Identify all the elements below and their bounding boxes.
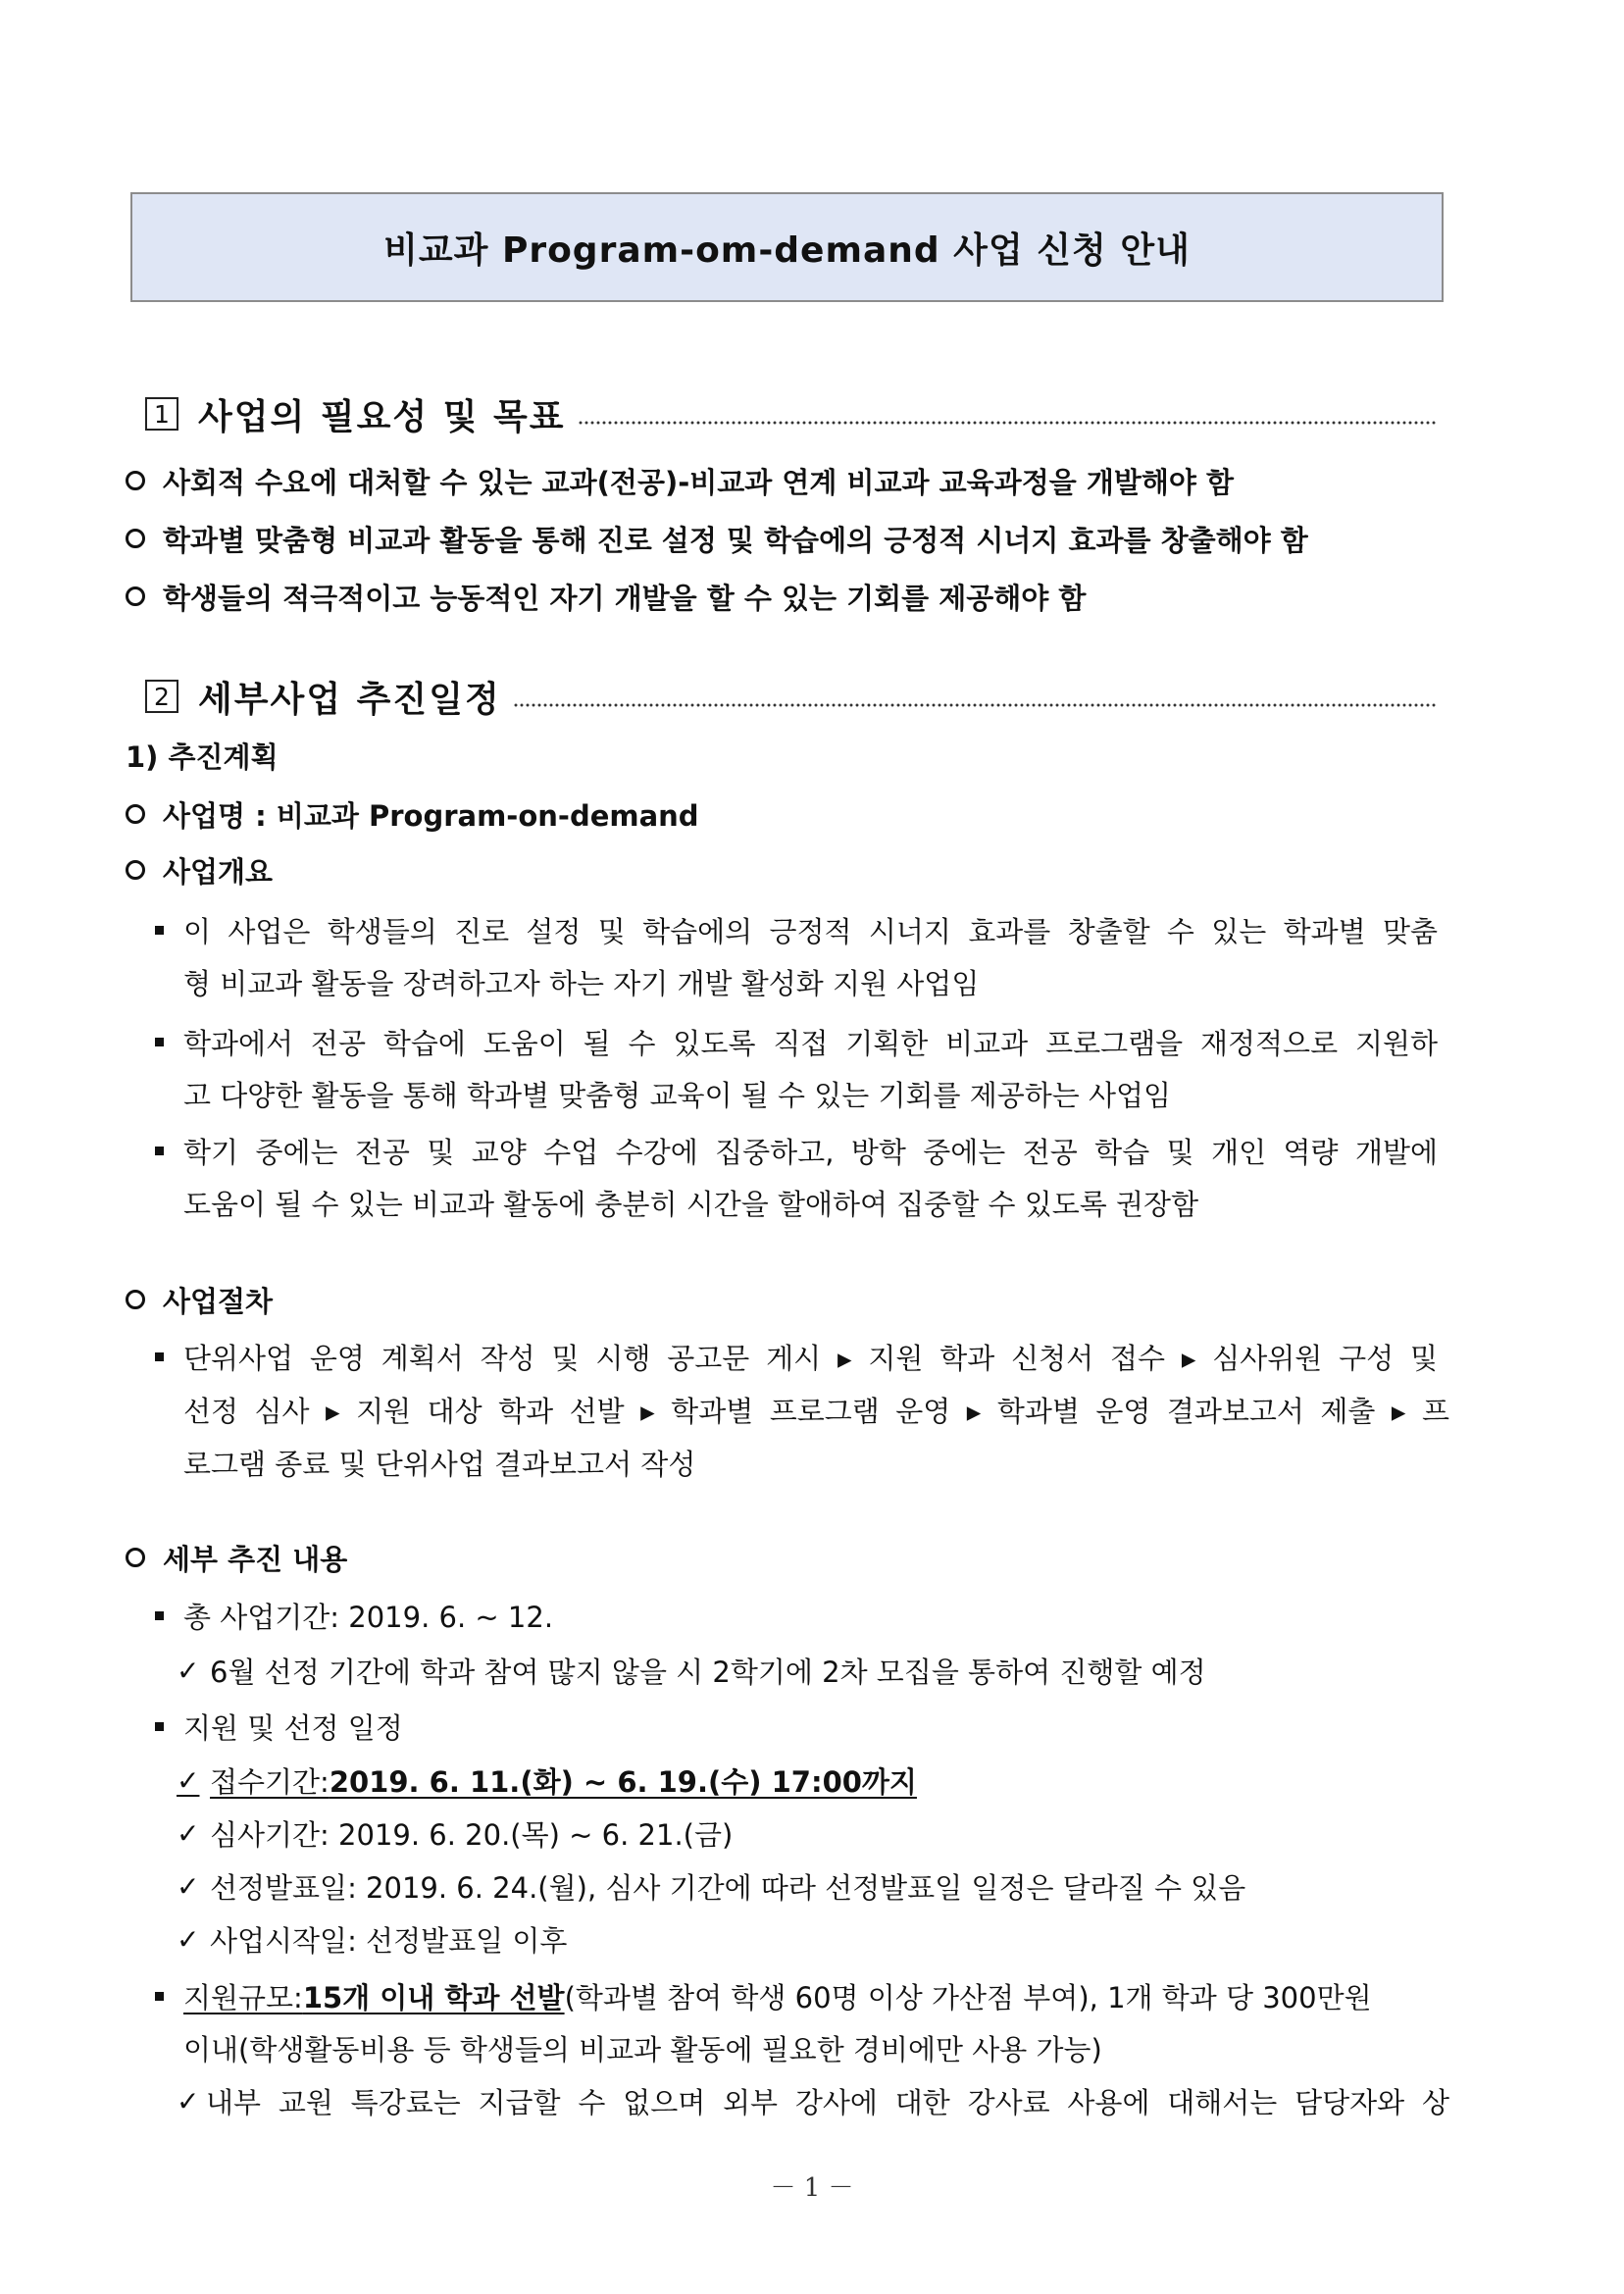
- announce-date: [177, 1861, 1449, 1911]
- overview-item-2: [126, 1017, 1449, 1066]
- section-1-title: 사업의 필요성 및 목표: [198, 396, 566, 437]
- scale-line2: 이내(학생활동비용 등 학생들의 비교과 활동에 필요한 경비에만 사용 가능): [183, 2032, 1102, 2066]
- list-item: [126, 572, 1449, 621]
- period-note-text: 6월 선정 기간에 학과 참여 많지 않을 시 2학기에 2차 모집을 통하여 진행할 예정: [210, 1655, 1206, 1689]
- receipt-label: 접수기간:: [210, 1764, 330, 1799]
- schedule-heading: 지원 및 선정 일정: [183, 1710, 403, 1745]
- announce-text: 선정발표일: 2019. 6. 24.(월), 심사 기간에 따라 선정발표일 일정은 달라질 수 있음: [210, 1870, 1246, 1905]
- project-name: 사업명 : 비교과 Program-on-demand: [163, 798, 699, 833]
- square-bullet-icon: [155, 1611, 164, 1620]
- list-item-text: 학생들의 적극적이고 능동적인 자기 개발을 할 수 있는 기회를 제공해야 함: [163, 581, 1087, 615]
- review-period: [177, 1809, 1449, 1858]
- section-2-number: 2: [145, 680, 178, 713]
- overview-text: 도움이 될 수 있는 비교과 활동에 충분히 시간을 할애하여 집중할 수 있도록 권장함: [183, 1187, 1199, 1221]
- list-item: [126, 790, 1449, 839]
- section-1-number: 1: [145, 397, 178, 431]
- detail-heading: 세부 추진 내용: [163, 1542, 348, 1576]
- circle-bullet-icon: [126, 1290, 145, 1309]
- overview-item-1: [126, 905, 1449, 954]
- overview-text: 학기 중에는 전공 및 교양 수업 수강에 집중하고, 방학 중에는 전공 학습 및 개인 역량 개발에: [183, 1135, 1438, 1169]
- start-text: 사업시작일: 선정발표일 이후: [210, 1923, 568, 1958]
- circle-bullet-icon: [126, 586, 145, 606]
- overview-text: 고 다양한 활동을 통해 학과별 맞춤형 교육이 될 수 있는 기회를 제공하는 사업임: [183, 1078, 1172, 1112]
- list-item: [126, 1275, 1449, 1324]
- procedure-text: 단위사업 운영 계획서 작성 및 시행 공고문 게시 ▸ 지원 학과 신청서 접수 ▸ 심사위원 구성 및: [183, 1341, 1438, 1375]
- procedure-item: [126, 1332, 1449, 1381]
- checkmark-icon: ✓: [177, 2084, 200, 2117]
- square-bullet-icon: [155, 1038, 164, 1046]
- list-item: [126, 514, 1449, 563]
- procedure-text: 로그램 종료 및 단위사업 결과보고서 작성: [183, 1447, 696, 1481]
- schedule-item: [126, 1702, 1449, 1751]
- scale-label: 지원규모:: [183, 1980, 303, 2014]
- list-item: [126, 845, 1449, 894]
- page-number: － 1 －: [770, 2172, 854, 2203]
- checkmark-icon: ✓: [177, 1763, 200, 1797]
- leader-dots: [578, 421, 1438, 425]
- section-2-heading: [145, 667, 1438, 726]
- subsection-heading: [126, 731, 1449, 780]
- checkmark-icon: ✓: [177, 1922, 200, 1956]
- section-2-title: 세부사업 추진일정: [198, 679, 501, 720]
- square-bullet-icon: [155, 1722, 164, 1731]
- review-text: 심사기간: 2019. 6. 20.(목) ~ 6. 21.(금): [210, 1817, 734, 1852]
- subsection-title: 1) 추진계획: [126, 739, 279, 774]
- overview-text: 형 비교과 활동을 장려하고자 하는 자기 개발 활성화 지원 사업임: [183, 966, 980, 1000]
- overview-text: 학과에서 전공 학습에 도움이 될 수 있도록 직접 기획한 비교과 프로그램을 재정적으로 지원하: [183, 1026, 1438, 1060]
- receipt-underline: [177, 1760, 917, 1801]
- square-bullet-icon: [155, 1352, 164, 1361]
- circle-bullet-icon: [126, 860, 145, 880]
- square-bullet-icon: [155, 926, 164, 935]
- checkmark-icon: ✓: [177, 1869, 200, 1903]
- checkmark-icon: ✓: [177, 1654, 200, 1687]
- square-bullet-icon: [155, 1147, 164, 1155]
- scale-bold: 15개 이내 학과 선발: [302, 1980, 565, 2014]
- circle-bullet-icon: [126, 471, 145, 490]
- circle-bullet-icon: [126, 1548, 145, 1567]
- scale-note: [177, 2076, 1449, 2125]
- scale-item-cont: [183, 2023, 1449, 2072]
- list-item: [126, 456, 1449, 505]
- checkmark-icon: ✓: [177, 1816, 200, 1850]
- period-note: [177, 1646, 1449, 1695]
- circle-bullet-icon: [126, 529, 145, 548]
- section-1-heading: [145, 384, 1438, 443]
- list-item-text: 사회적 수요에 대처할 수 있는 교과(전공)-비교과 연계 비교과 교육과정을 개발해야 함: [163, 465, 1234, 499]
- period-text: 총 사업기간: 2019. 6. ~ 12.: [183, 1600, 554, 1634]
- overview-heading: 사업개요: [163, 854, 274, 889]
- overview-item-2-cont: [183, 1069, 1449, 1118]
- receipt-period: [177, 1756, 1449, 1805]
- procedure-item-cont: [183, 1438, 1449, 1487]
- period-item: [126, 1591, 1449, 1640]
- start-date: [177, 1914, 1449, 1963]
- scale-rest: (학과별 참여 학생 60명 이상 가산점 부여), 1개 학과 당 300만원: [564, 1980, 1372, 2014]
- list-item: [126, 1533, 1449, 1582]
- leader-dots: [513, 703, 1438, 707]
- receipt-value: 2019. 6. 11.(화) ~ 6. 19.(수) 17:00까지: [329, 1764, 917, 1799]
- overview-item-1-cont: [183, 957, 1449, 1006]
- procedure-heading: 사업절차: [163, 1284, 274, 1318]
- procedure-text: 선정 심사 ▸ 지원 대상 학과 선발 ▸ 학과별 프로그램 운영 ▸ 학과별 운영 결과보고서 제출 ▸ 프: [183, 1394, 1449, 1428]
- scale-note-text: 내부 교원 특강료는 지급할 수 없으며 외부 강사에 대한 강사료 사용에 대해서는 담당자와 상: [206, 2085, 1449, 2119]
- list-item-text: 학과별 맞춤형 비교과 활동을 통해 진로 설정 및 학습에의 긍정적 시너지 효과를 창출해야 함: [163, 523, 1308, 557]
- scale-item: [126, 1971, 1449, 2020]
- overview-text: 이 사업은 학생들의 진로 설정 및 학습에의 긍정적 시너지 효과를 창출할 수 있는 학과별 맞춤: [183, 914, 1438, 948]
- overview-item-3: [126, 1126, 1449, 1175]
- circle-bullet-icon: [126, 804, 145, 824]
- square-bullet-icon: [155, 1992, 164, 2001]
- overview-item-3-cont: [183, 1178, 1449, 1227]
- document-title: 비교과 Program-om-demand 사업 신청 안내: [130, 192, 1444, 302]
- procedure-item-cont: [183, 1385, 1449, 1434]
